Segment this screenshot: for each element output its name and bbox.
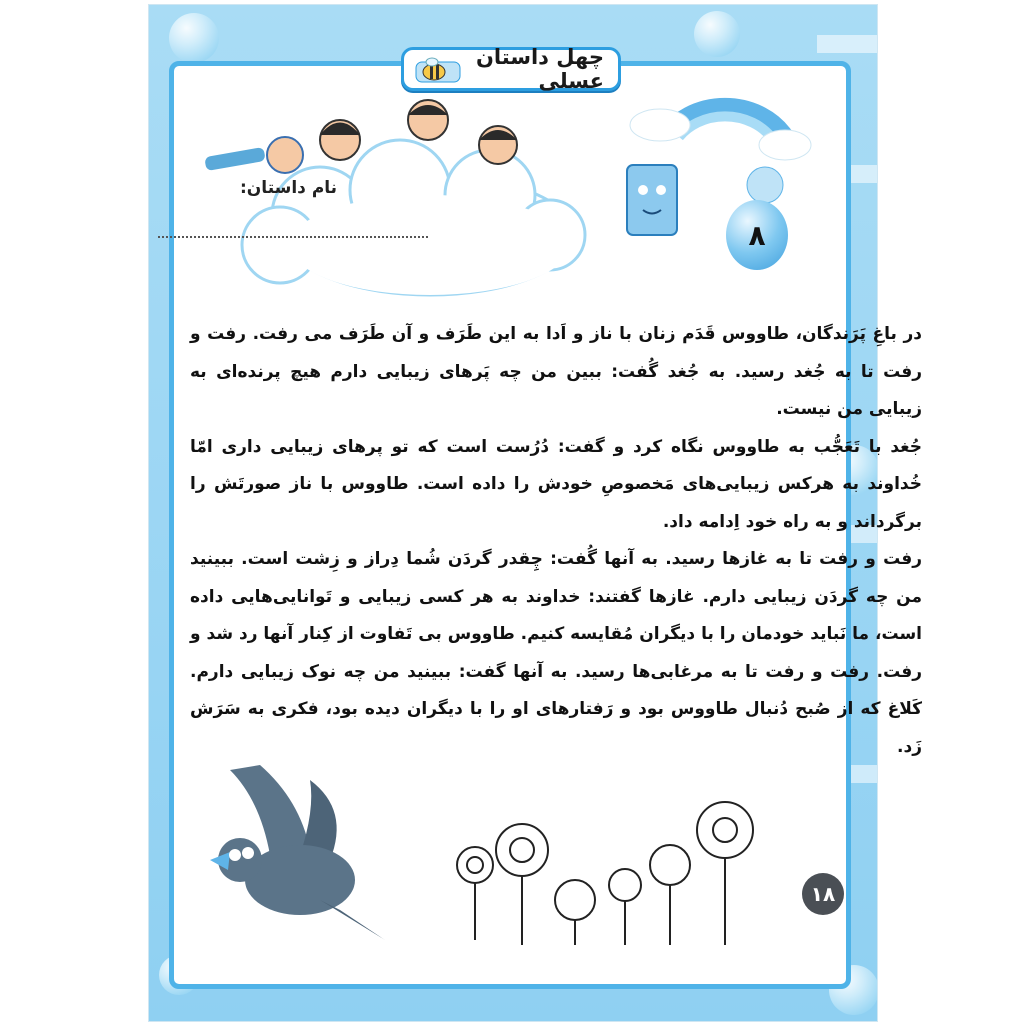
bubble-decoration <box>694 11 740 57</box>
story-paragraph: در باغِ پَرَندگان، طاووس قَدَم زنان با ناز و اَدا به این طَرَف و آن طَرَف می رفت. رفت و رفت تا به جُغد رسید. به جُغد گُفت: ببین من چه پَرهای زیبایی دارم هیچ پرنده‌ای به زیبایی من نیست. <box>190 324 922 419</box>
rainbow-book-illustration <box>625 85 815 300</box>
page-number: ۱۸ <box>802 873 844 915</box>
book-title: چهل داستان عسلی <box>475 45 604 93</box>
kids-cloud-illustration <box>200 95 620 310</box>
decor-stripe <box>817 35 877 53</box>
story-text <box>190 316 922 766</box>
story-paragraph: رفت و رفت تا به غازها رسید. به آنها گُفت: چِقدر گردَن شُما دِراز و زِشت است. ببینید من چه گردَن زیبایی دارم. غازها گفتند: خداوند به هر کسی زیبایی و تَوانایی‌هایی داده است، ما نَباید خودمان را با دیگران مُقایسه کنیم. طاووس بی تَفاوت از کِنار آنها رد شد و رفت. رفت و رفت تا به مرغابی‌ها رسید. به آنها گفت: ببینید من چه نوک زیبایی دارم. کَلاغ که از صُبح دُنبال طاووس بود و رَفتارهای او را با دیگران دیده بود، فکری به سَرَش زَد. <box>190 549 922 757</box>
bee-icon <box>414 56 462 90</box>
story-name-label: نام داستان: <box>240 178 338 198</box>
bubble-decoration <box>169 13 219 63</box>
story-number-balloon: ۸ <box>726 200 788 270</box>
story-name-dotted-line <box>158 236 428 238</box>
crow-illustration <box>200 760 400 950</box>
story-paragraph: جُغد با تَعَجُّب به طاووس نگاه کرد و گفت: دُرُست است که تو پرهای زیبایی داری امّا خُداوند به هرکس زیبایی‌های مَخصوصِ خودش را داده است. طاووس با ناز صورتَش را برگرداند و به راه خود اِدامه داد. <box>190 436 922 532</box>
book-title-badge <box>401 47 621 91</box>
flowers-illustration <box>440 790 780 950</box>
